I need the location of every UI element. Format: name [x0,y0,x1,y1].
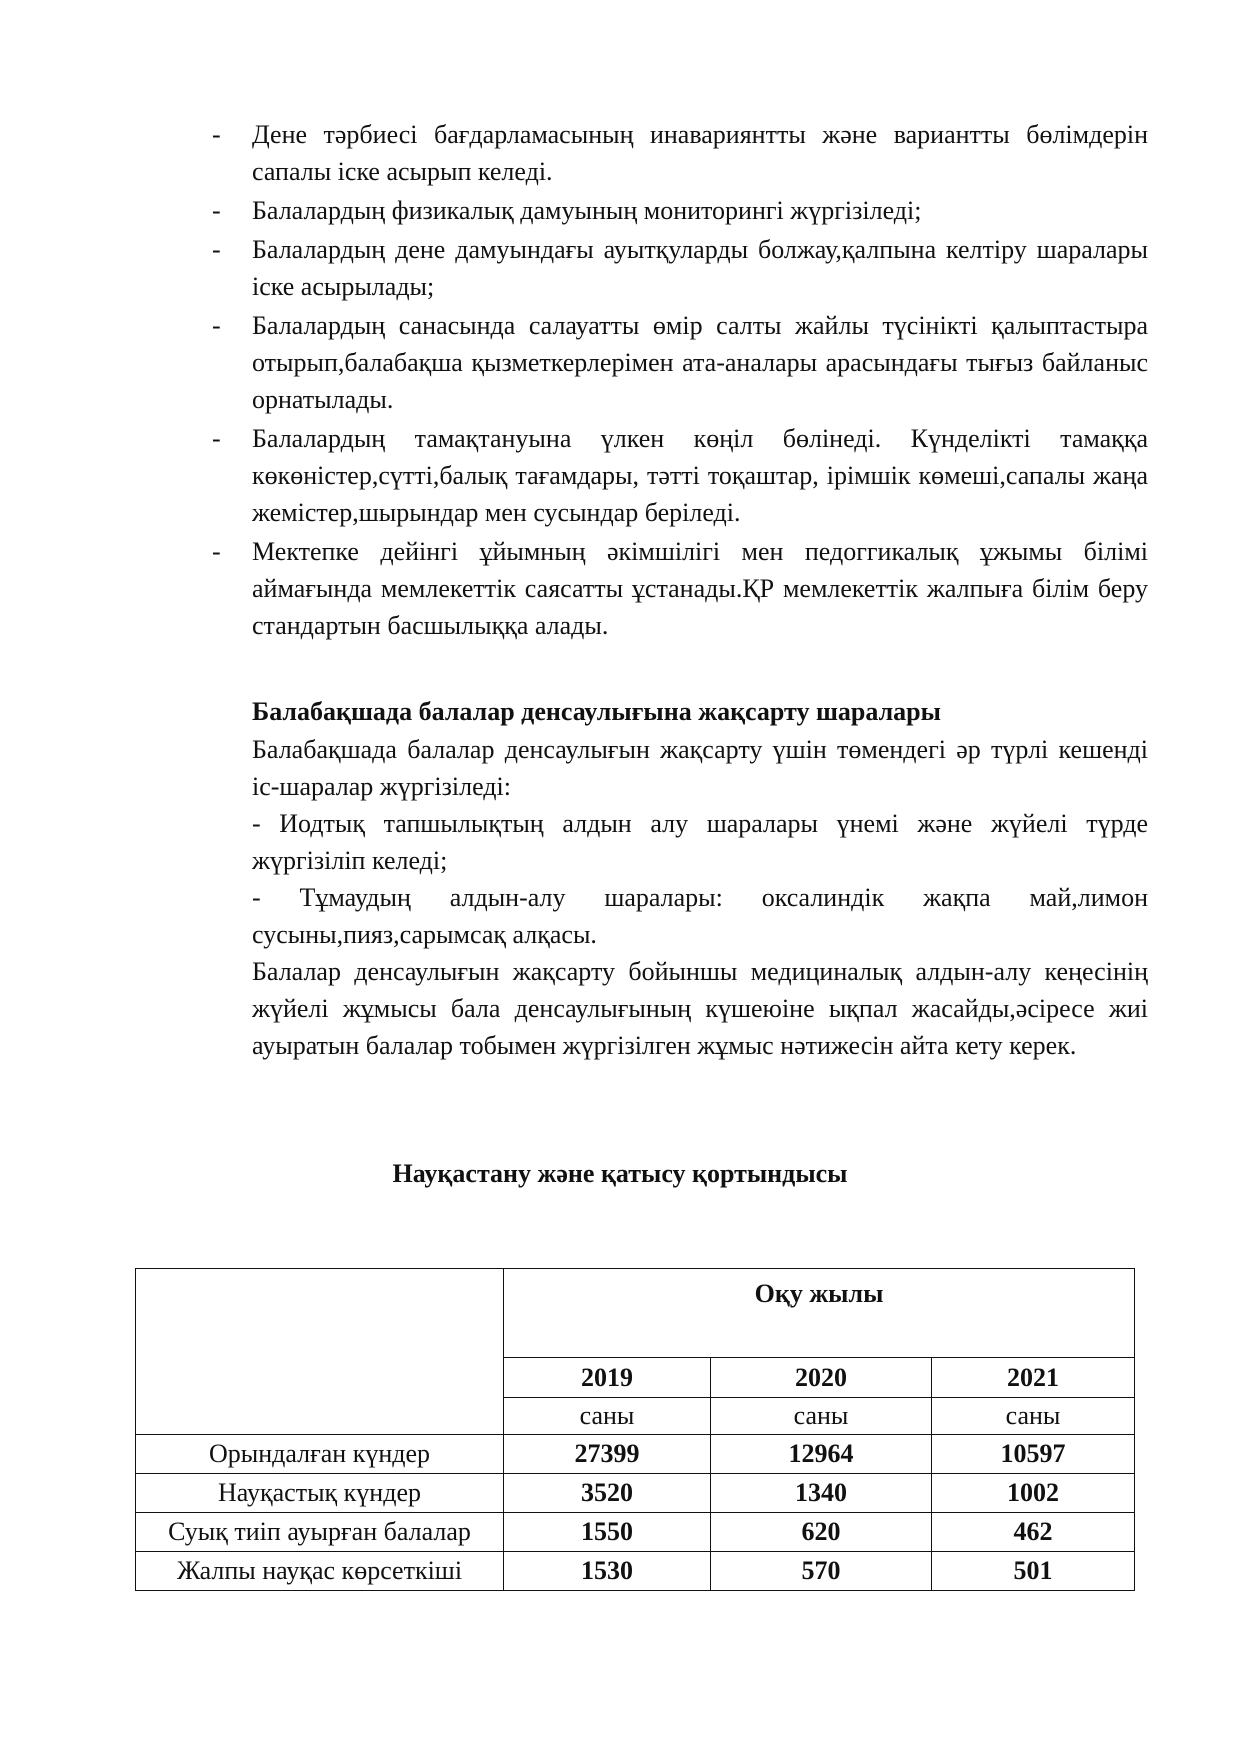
bullet-text: Балалардың санасында салауатты өмір салты жайлы түсінікті қалыптастыра отырып,балабақша қызметкерлерімен ата-аналары арасындағы тығыз байланыс орнатылады. [252,311,1148,414]
value-cell: 3520 [504,1474,711,1513]
row-label: Орындалған күндер [136,1435,504,1474]
list-item [212,420,1148,531]
year-header-2020: 2020 [711,1358,932,1398]
table-row [136,1513,1135,1552]
bullet-list [212,116,1148,646]
bullet-marker: - [212,120,221,149]
section-paragraph: - Тұмаудың алдын-алу шаралары: оксалиндік жақпа май,лимон сусыны,пияз,сарымсақ алқасы. [252,883,1148,949]
value-cell: 1002 [932,1474,1135,1513]
section-heading: Балабақшада балалар денсаулығына жақсарту шаралары [252,697,941,726]
section-paragraph: - Иодтық тапшылықтың алдын алу шаралары үнемі және жүйелі түрде жүргізіліп келеді; [252,809,1148,875]
row-label: Науқастық күндер [136,1474,504,1513]
section-paragraph: Балабақшада балалар денсаулығын жақсарту үшін төмендегі әр түрлі кешенді іс-шаралар жүргізіледі: [252,735,1148,801]
bullet-marker: - [212,235,221,264]
list-item [212,192,1148,229]
unit-cell: саны [504,1398,711,1435]
row-label: Жалпы науқас көрсеткіші [136,1552,504,1591]
list-item [212,533,1148,644]
list-item [212,116,1148,190]
academic-year-header: Оқу жылы [504,1269,1135,1358]
unit-cell: саны [932,1398,1135,1435]
table-header-row [136,1269,1135,1358]
bullet-text: Мектепке дейінгі ұйымның әкімшілігі мен педоггикалық ұжымы білімі аймағында мемлекеттік саясатты ұстанады.ҚР мемлекеттік жалпыға білім беру стандартын басшылыққа алады. [252,537,1148,640]
value-cell: 462 [932,1513,1135,1552]
list-item [212,307,1148,418]
year-header-2021: 2021 [932,1358,1135,1398]
bullet-text: Балалардың физикалық дамуының мониторингі жүргізіледі; [252,196,922,225]
year-header-2019: 2019 [504,1358,711,1398]
bullet-marker: - [212,196,221,225]
value-cell: 27399 [504,1435,711,1474]
value-cell: 1340 [711,1474,932,1513]
value-cell: 1530 [504,1552,711,1591]
bullet-marker: - [212,424,221,453]
section-paragraph: Балалар денсаулығын жақсарту бойыншы медициналық алдын-алу кеңесінің жүйелі жұмысы бала денсаулығының күшеюіне ықпал жасайды,әсіресе жиі ауыратын балалар тобымен жүргізілген жұмыс нәтижесін айта кету керек. [252,957,1148,1060]
row-label: Суық тиіп ауырған балалар [136,1513,504,1552]
statistics-table [135,1268,1135,1591]
section-body [252,731,1148,1064]
table-title: Науқастану және қатысу қортындысы [392,1159,848,1188]
value-cell: 12964 [711,1435,932,1474]
bullet-text: Дене тәрбиесі бағдарламасының инавариянтты және вариантты бөлімдерін сапалы іске асырып келеді. [252,120,1148,186]
bullet-text: Балалардың тамақтануына үлкен көңіл бөлінеді. Күнделікті тамаққа көкөністер,сүтті,балық тағамдары, тәтті тоқаштар, ірімшік көмеші,сапалы жаңа жемістер,шырындар мен сусындар беріледі. [252,424,1148,527]
list-item [212,231,1148,305]
value-cell: 501 [932,1552,1135,1591]
value-cell: 1550 [504,1513,711,1552]
empty-corner-cell [136,1269,504,1435]
unit-cell: саны [711,1398,932,1435]
bullet-marker: - [212,311,221,340]
table-row [136,1552,1135,1591]
table-row [136,1435,1135,1474]
value-cell: 620 [711,1513,932,1552]
value-cell: 570 [711,1552,932,1591]
table-row [136,1474,1135,1513]
value-cell: 10597 [932,1435,1135,1474]
bullet-text: Балалардың дене дамуындағы ауытқуларды болжау,қалпына келтіру шаралары іске асырылады; [252,235,1148,301]
bullet-marker: - [212,537,221,566]
